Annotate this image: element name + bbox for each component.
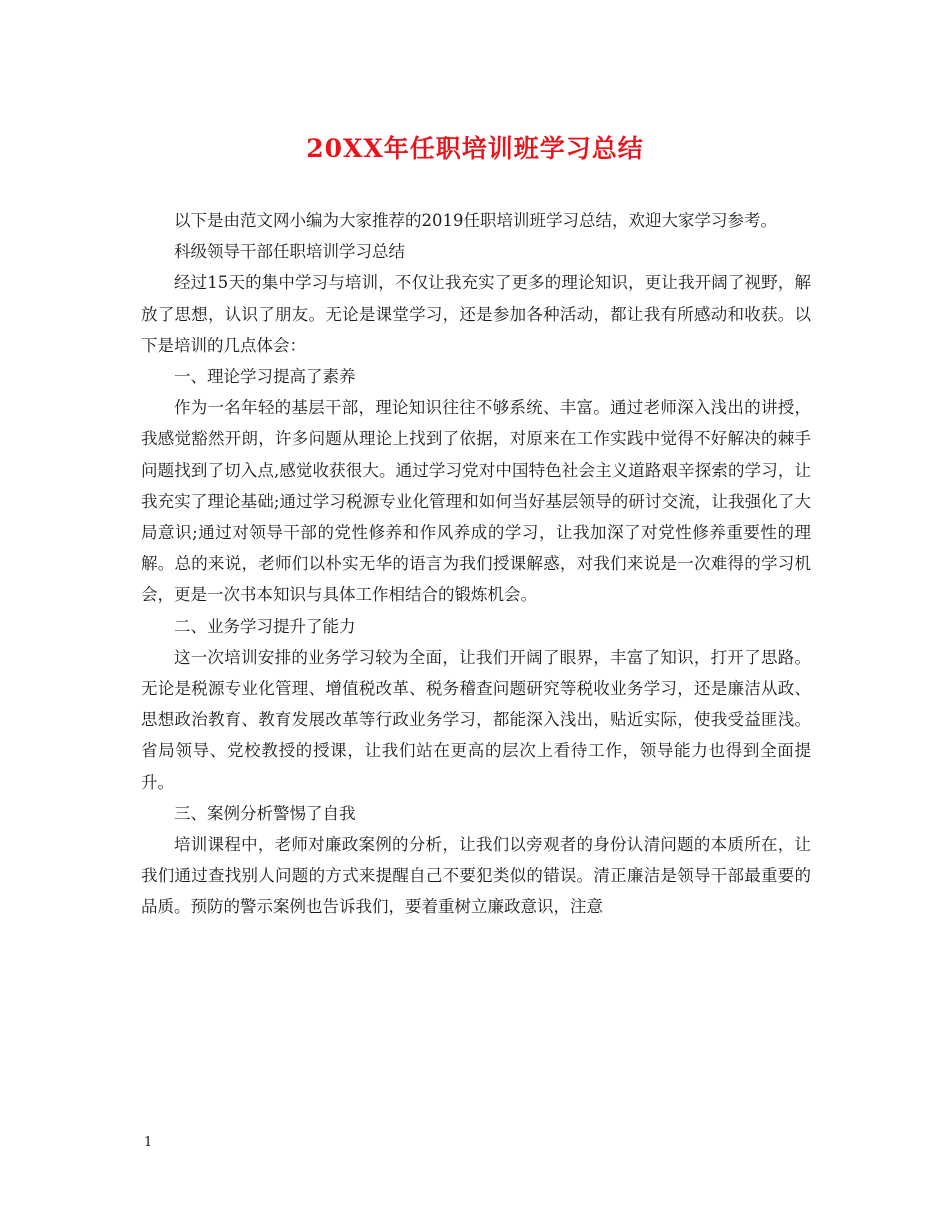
page-number: 1 <box>144 1135 153 1150</box>
document-title: 20XX年任职培训班学习总结 <box>306 134 644 163</box>
body-paragraph: 作为一名年轻的基层干部，理论知识往往不够系统、丰富。通过老师深入浅出的讲授，我感觉豁然开朗，许多问题从理论上找到了依据，对原来在工作实践中觉得不好解决的棘手问题找到了切入点,感觉收获很大。通过学习党对中国特色社会主义道路艰辛探索的学习，让我充实了理论基础;通过学习税源专业化管理和如何当好基层领导的研讨交流，让我强化了大局意识;通过对领导干部的党性修养和作风养成的学习，让我加深了对党性修养重要性的理解。总的来说，老师们以朴实无华的语言为我们授课解惑，对我们来说是一次难得的学习机会，更是一次书本知识与具体工作相结合的锻炼机会。 <box>141 398 811 605</box>
intro-paragraph: 以下是由范文网小编为大家推荐的2019任职培训班学习总结，欢迎大家学习参考。 <box>174 211 777 230</box>
section-heading-1: 一、理论学习提高了素养 <box>174 367 356 387</box>
section-heading-3: 三、案例分析警惕了自我 <box>174 803 356 823</box>
body-paragraph: 经过15天的集中学习与培训，不仅让我充实了更多的理论知识，更让我开阔了视野，解放了思想，认识了朋友。无论是课堂学习，还是参加各种活动，都让我有所感动和收获。以下是培训的几点体会： <box>141 273 811 355</box>
section-heading-2: 二、业务学习提升了能力 <box>174 616 356 636</box>
body-paragraph: 培训课程中，老师对廉政案例的分析，让我们以旁观者的身份认清问题的本质所在，让我们通过查找别人问题的方式来提醒自己不要犯类似的错误。清正廉洁是领导干部最重要的品质。预防的警示案例也告诉我们，要着重树立廉政意识，注意 <box>141 835 811 917</box>
subtitle-paragraph: 科级领导干部任职培训学习总结 <box>174 242 405 262</box>
document-body <box>141 205 811 923</box>
body-paragraph: 这一次培训安排的业务学习较为全面，让我们开阔了眼界，丰富了知识，打开了思路。无论是税源专业化管理、增值税改革、税务稽查问题研究等税收业务学习，还是廉洁从政、思想政治教育、教育发展改革等行政业务学习，都能深入浅出，贴近实际，使我受益匪浅。省局领导、党校教授的授课，让我们站在更高的层次上看待工作，领导能力也得到全面提升。 <box>141 647 811 792</box>
